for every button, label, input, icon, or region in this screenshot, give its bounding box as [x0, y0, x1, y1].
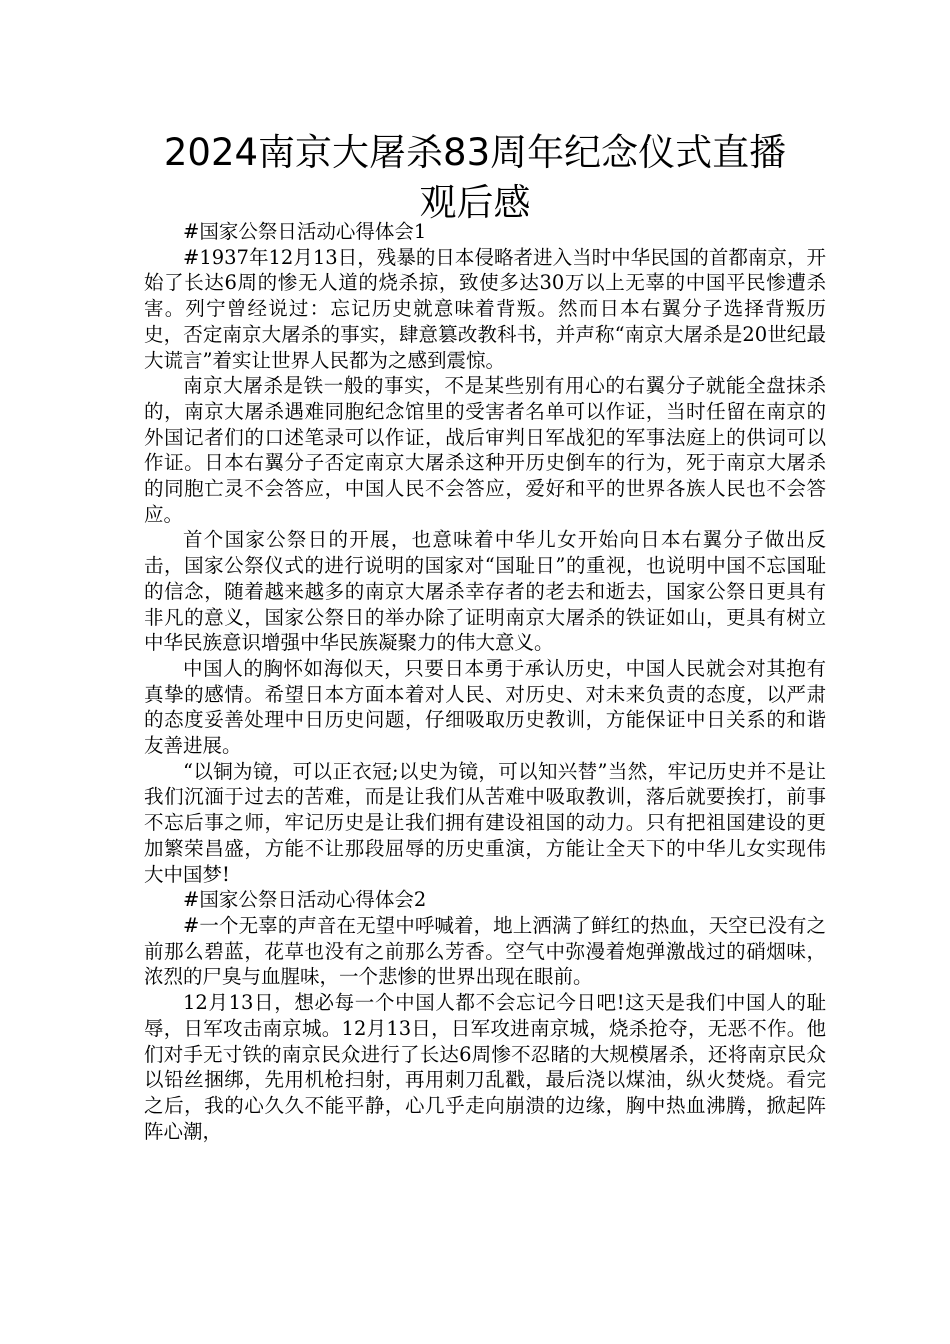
paragraph: #国家公祭日活动心得体会1	[183, 220, 427, 243]
paragraph: 中国人的胸怀如海似天，只要日本勇于承认历史，中国人民就会对其抱有真挚的感情。希望日本方面本着对人民、对历史、对未来负责的态度，以严肃的态度妥善处理中日历史问题，仔细吸取历史教训，方能保证中日关系的和谐友善进展。	[144, 656, 826, 758]
paragraph: #国家公祭日活动心得体会2	[183, 888, 427, 912]
paragraph: 南京大屠杀是铁一般的事实，不是某些别有用心的右翼分子就能全盘抹杀的，南京大屠杀遇难同胞纪念馆里的受害者名单可以作证，当时任留在南京的外国记者们的口述笔录可以作证，战后审判日军战犯的军事法庭上的供词可以作证。日本右翼分子否定南京大屠杀这种开历史倒车的行为，死于南京大屠杀的同胞亡灵不会答应，中国人民不会答应，爱好和平的世界各族人民也不会答应。	[144, 374, 826, 526]
document-body	[144, 219, 826, 1144]
document-title	[100, 128, 850, 228]
paragraph: “以铜为镜，可以正衣冠;以史为镜，可以知兴替”当然，牢记历史并不是让我们沉湎于过去的苦难，而是让我们从苦难中吸取教训，落后就要挨打，前事不忘后事之师，牢记历史是让我们拥有建设祖国的动力。只有把祖国建设的更加繁荣昌盛，方能不让那段屈辱的历史重演，方能让全天下的中华儿女实现伟大中国梦!	[144, 759, 826, 886]
title-line-2: 观后感	[419, 181, 531, 224]
paragraph: #1937年12月13日，残暴的日本侵略者进入当时中华民国的首都南京，开始了长达6周的惨无人道的烧杀掠，致使多达30万以上无辜的中国平民惨遭杀害。列宁曾经说过：忘记历史就意味着背叛。然而日本右翼分子选择背叛历史，否定南京大屠杀的事实，肆意篡改教科书，并声称“南京大屠杀是20世纪最大谎言”着实让世界人民都为之感到震惊。	[144, 245, 826, 372]
paragraph: #一个无辜的声音在无望中呼喊着，地上洒满了鲜红的热血，天空已没有之前那么碧蓝，花草也没有之前那么芳香。空气中弥漫着炮弹激战过的硝烟味，浓烈的尸臭与血腥味，一个悲惨的世界出现在眼前。	[144, 913, 826, 989]
title-line-1: 2024南京大屠杀83周年纪念仪式直播	[163, 131, 787, 174]
paragraph: 12月13日，想必每一个中国人都不会忘记今日吧!这天是我们中国人的耻辱，日军攻击南京城。12月13日，日军攻进南京城，烧杀抢夺，无恶不作。他们对手无寸铁的南京民众进行了长达6周惨不忍睹的大规模屠杀，还将南京民众以铅丝捆绑，先用机枪扫射，再用刺刀乱戳，最后浇以煤油，纵火焚烧。看完之后，我的心久久不能平静，心几乎走向崩溃的边缘，胸中热血沸腾，掀起阵阵心潮，	[144, 991, 826, 1143]
paragraph: 首个国家公祭日的开展，也意味着中华儿女开始向日本右翼分子做出反击，国家公祭仪式的进行说明的国家对“国耻日”的重视，也说明中国不忘国耻的信念，随着越来越多的南京大屠杀幸存者的老去和逝去，国家公祭日更具有非凡的意义，国家公祭日的举办除了证明南京大屠杀的铁证如山，更具有树立中华民族意识增强中华民族凝聚力的伟大意义。	[144, 528, 826, 655]
